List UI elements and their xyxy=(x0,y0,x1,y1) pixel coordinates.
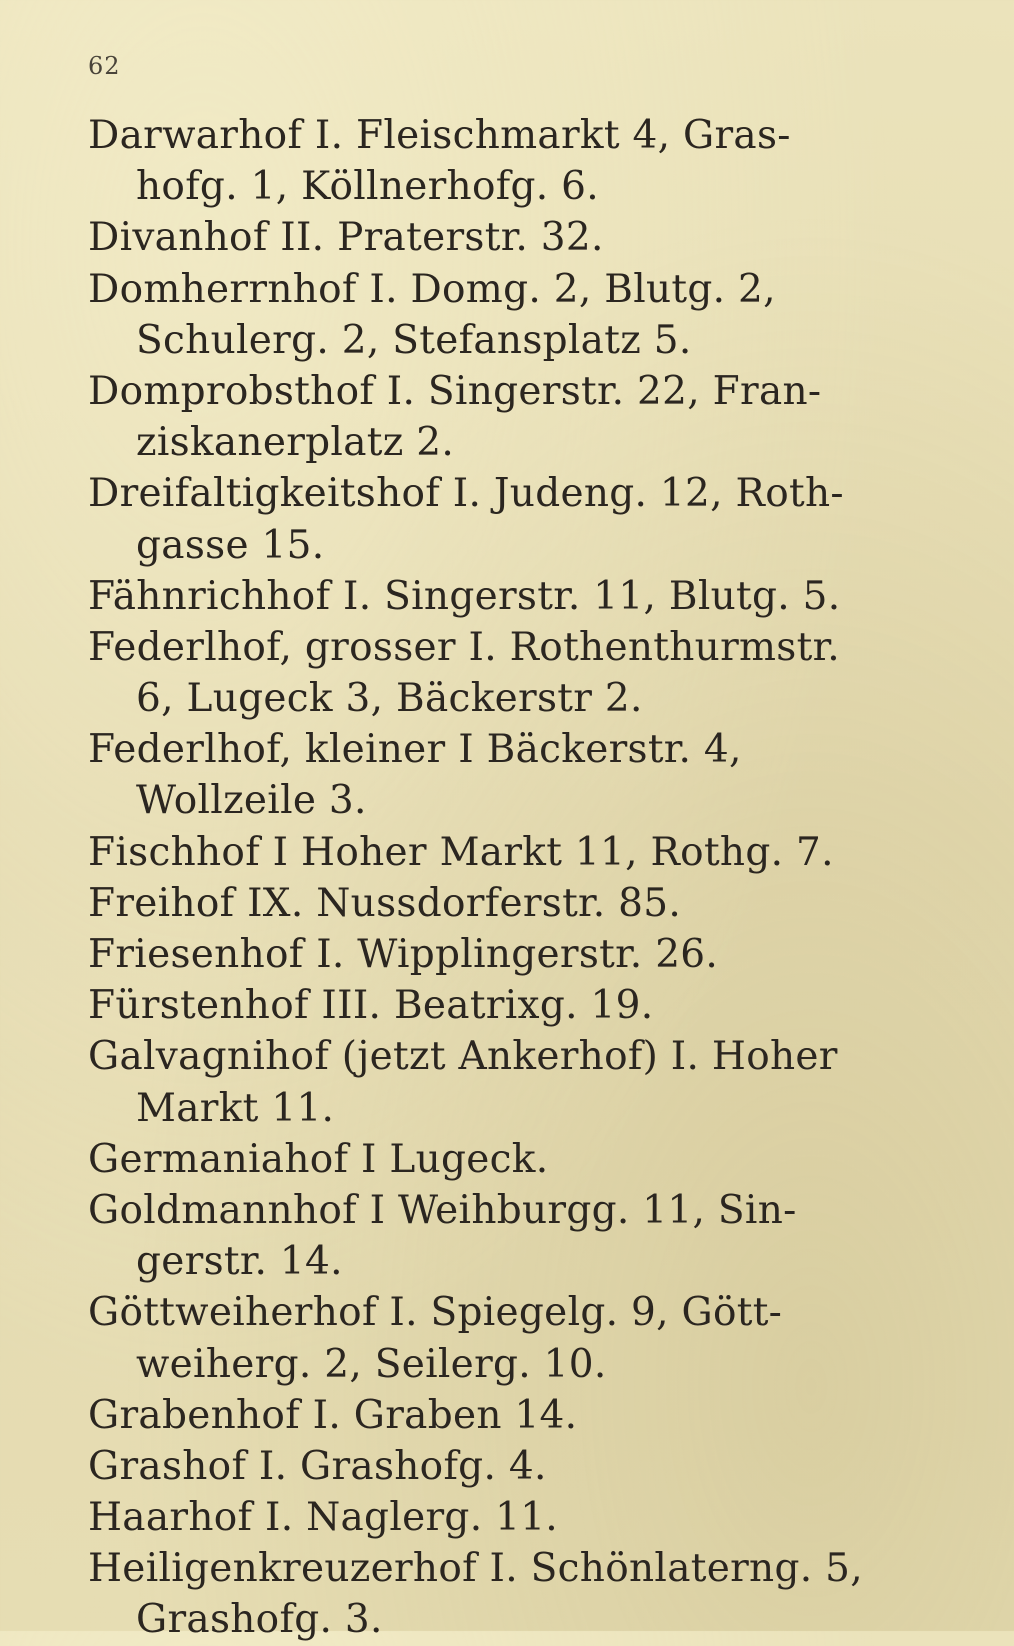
list-item xyxy=(0,1441,1014,1492)
entry-line: Göttweiherhof I. Spiegelg. 9, Gött- xyxy=(88,1290,783,1336)
entry-line: Domprobsthof I. Singerstr. 22, Fran- xyxy=(88,368,822,414)
entry-line: Freihof IX. Nussdorferstr. 85. xyxy=(88,880,682,926)
list-item xyxy=(0,1134,1014,1185)
entry-line: Grashof I. Grashofg. 4. xyxy=(88,1443,547,1489)
entry-line: Fürstenhof III. Beatrixg. 19. xyxy=(88,983,654,1029)
entry-line: Grabenhof I. Graben 14. xyxy=(88,1392,578,1438)
entry-line: Federlhof, kleiner I Bäckerstr. 4, xyxy=(88,727,742,773)
entry-line: Germaniahof I Lugeck. xyxy=(88,1136,549,1182)
list-item xyxy=(0,366,1014,468)
entry-line: Galvagnihof (jetzt Ankerhof) I. Hoher xyxy=(88,1034,838,1080)
entry-list xyxy=(0,110,1014,1646)
entry-line: Haarhof I. Naglerg. 11. xyxy=(88,1495,559,1541)
list-item xyxy=(0,110,1014,212)
entry-line: Domherrnhof I. Domg. 2, Blutg. 2, xyxy=(88,266,776,312)
entry-line-continuation: 6, Lugeck 3, Bäckerstr 2. xyxy=(136,676,643,722)
list-item xyxy=(0,468,1014,570)
entry-line: Heiligenkreuzerhof I. Schönlaterng. 5, xyxy=(88,1546,863,1592)
entry-line-continuation: Markt 11. xyxy=(136,1085,335,1131)
entry-line-continuation: hofg. 1, Köllnerhofg. 6. xyxy=(136,164,599,210)
page-number: 62 xyxy=(88,52,121,80)
entry-line: Dreifaltigkeitshof I. Judeng. 12, Roth- xyxy=(88,471,844,517)
entry-line: Darwarhof I. Fleischmarkt 4, Gras- xyxy=(88,113,791,158)
list-item xyxy=(0,1492,1014,1543)
list-item xyxy=(0,724,1014,826)
list-item xyxy=(0,929,1014,980)
entry-line: Federlhof, grosser I. Rothenthurmstr. xyxy=(88,624,840,670)
entry-line-continuation: ziskanerplatz 2. xyxy=(136,420,455,466)
entry-line-continuation: gasse 15. xyxy=(136,522,325,568)
entry-line-continuation: Grashofg. 3. xyxy=(136,1597,383,1643)
list-item xyxy=(0,1543,1014,1645)
list-item xyxy=(0,878,1014,929)
entry-line: Friesenhof I. Wipplingerstr. 26. xyxy=(88,932,719,977)
list-item xyxy=(0,1390,1014,1441)
list-item xyxy=(0,1031,1014,1133)
list-item xyxy=(0,571,1014,622)
entry-line-continuation: Schulerg. 2, Stefansplatz 5. xyxy=(136,317,692,363)
entry-line: Fähnrichhof I. Singerstr. 11, Blutg. 5. xyxy=(88,573,841,619)
entry-line: Goldmannhof I Weihburgg. 11, Sin- xyxy=(88,1187,797,1233)
list-item xyxy=(0,212,1014,263)
entry-line-continuation: weiherg. 2, Seilerg. 10. xyxy=(136,1341,607,1387)
list-item xyxy=(0,1287,1014,1389)
list-item xyxy=(0,622,1014,724)
list-item xyxy=(0,980,1014,1031)
entry-line: Divanhof II. Praterstr. 32. xyxy=(88,215,604,261)
list-item xyxy=(0,1185,1014,1287)
list-item xyxy=(0,264,1014,366)
entry-line-continuation: Wollzeile 3. xyxy=(136,778,367,824)
list-item xyxy=(0,827,1014,878)
entry-line: Fischhof I Hoher Markt 11, Rothg. 7. xyxy=(88,829,834,875)
entry-line-continuation: gerstr. 14. xyxy=(136,1239,343,1285)
